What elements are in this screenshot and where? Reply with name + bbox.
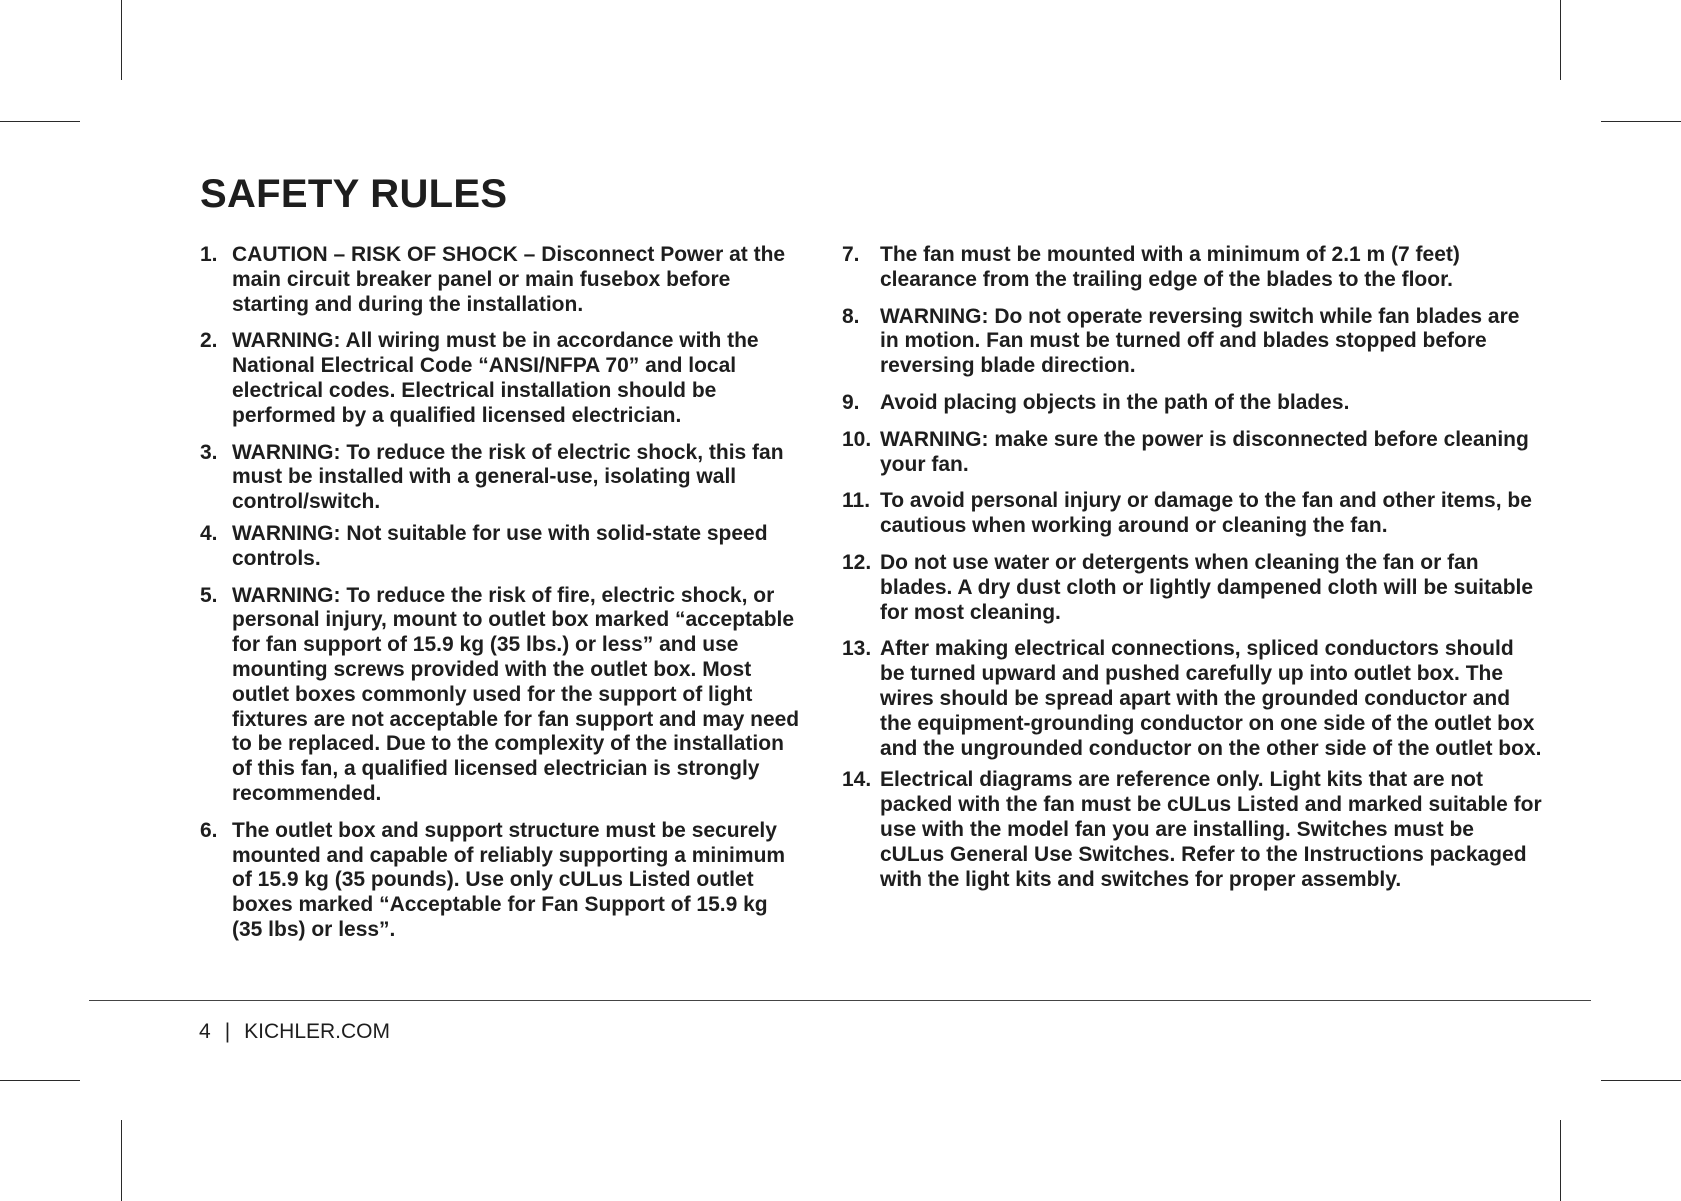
rule-number: 5.: [200, 583, 218, 607]
crop-mark: [1601, 1080, 1681, 1081]
rule-item: [842, 243, 1542, 293]
footer-separator: |: [224, 1020, 231, 1043]
crop-mark: [0, 121, 80, 122]
rule-text: WARNING: Do not operate reversing switch while fan blades are in motion. Fan must be turned off and blades stopped before reversing blade direction.: [880, 304, 1520, 378]
rule-item: [200, 329, 800, 428]
rule-item: [842, 768, 1542, 892]
rule-number: 10.: [842, 427, 872, 451]
safety-rules-right-column: [842, 243, 1542, 892]
rule-number: 8.: [842, 304, 860, 328]
rule-number: 1.: [200, 243, 218, 266]
rule-number: 13.: [842, 637, 872, 661]
rule-number: 14.: [842, 768, 872, 792]
crop-mark: [121, 0, 122, 80]
rule-text: Electrical diagrams are reference only. Light kits that are not packed with the fan must be cULus Listed and marked suitable for use with the model fan you are installing. Switches must be cULus General Use Switches. Refer to the Instructions packaged with the light kits and switches for proper assembly.: [880, 768, 1542, 891]
rule-text: WARNING: To reduce the risk of fire, electric shock, or personal injury, mount to outlet box marked “acceptable for fan support of 15.9 kg (35 lbs.) or less” and use mounting screws provided with the outlet box. Most outlet boxes commonly used for the support of light fixtures are not acceptable for fan support and may need to be replaced. Due to the complexity of the installation of this fan, a qualified licensed electrician is strongly recommended.: [232, 583, 800, 805]
rule-item: [842, 489, 1542, 539]
rule-item: [200, 819, 800, 943]
rule-number: 9.: [842, 390, 860, 414]
rule-number: 7.: [842, 243, 860, 266]
rule-text: Do not use water or detergents when cleaning the fan or fan blades. A dry dust cloth or lightly dampened cloth will be suitable for most cleaning.: [880, 550, 1534, 624]
rule-text: WARNING: Not suitable for use with solid-state speed controls.: [232, 521, 768, 570]
rule-item: [200, 584, 800, 807]
rule-item: [842, 551, 1542, 625]
rule-number: 3.: [200, 440, 218, 464]
rule-number: 11.: [842, 489, 871, 513]
crop-mark: [1560, 0, 1561, 80]
rule-text: To avoid personal injury or damage to the fan and other items, be cautious when working around or cleaning the fan.: [880, 489, 1532, 538]
footer-site-link[interactable]: KICHLER.COM: [244, 1020, 391, 1043]
rule-item: [842, 637, 1542, 761]
rule-number: 4.: [200, 521, 218, 545]
rule-item: [842, 305, 1542, 379]
crop-mark: [0, 1080, 80, 1081]
rule-item: [200, 441, 800, 515]
rule-item: [200, 522, 800, 572]
rule-number: 12.: [842, 550, 872, 574]
page-footer: [199, 1019, 390, 1045]
page-title: SAFETY RULES: [200, 172, 508, 216]
rule-text: Avoid placing objects in the path of the blades.: [880, 390, 1350, 414]
rule-text: The outlet box and support structure must be securely mounted and capable of reliably supporting a minimum of 15.9 kg (35 pounds). Use only cULus Listed outlet boxes marked “Acceptable for Fan Support of 15.9 kg (35 lbs) or less”.: [232, 818, 786, 941]
rule-text: The fan must be mounted with a minimum of 2.1 m (7 feet) clearance from the trailing edge of the blades to the floor.: [880, 243, 1460, 291]
rule-number: 6.: [200, 818, 218, 842]
rule-text: WARNING: make sure the power is disconnected before cleaning your fan.: [880, 427, 1529, 476]
crop-mark: [1601, 121, 1681, 122]
rule-number: 2.: [200, 329, 218, 353]
rule-text: After making electrical connections, spliced conductors should be turned upward and pushed carefully up into outlet box. The wires should be spread apart with the grounded conductor and the equipment-grounding conductor on one side of the outlet box and the ungrounded conductor on the other side of the outlet box.: [880, 637, 1542, 760]
page-number: 4: [199, 1020, 211, 1043]
rule-item: [842, 428, 1542, 478]
rule-text: CAUTION – RISK OF SHOCK – Disconnect Power at the main circuit breaker panel or main fusebox before starting and during the installation.: [232, 243, 786, 316]
safety-rules-left-column: [200, 243, 800, 943]
crop-mark: [121, 1120, 122, 1201]
footer-divider: [89, 1000, 1591, 1001]
rule-item: [200, 243, 800, 317]
crop-mark: [1560, 1120, 1561, 1201]
rule-item: [842, 391, 1542, 416]
rule-text: WARNING: All wiring must be in accordance with the National Electrical Code “ANSI/NFPA 70” and local electrical codes. Electrical installation should be performed by a qualified licensed electrician.: [232, 329, 759, 427]
rule-text: WARNING: To reduce the risk of electric shock, this fan must be installed with a general-use, isolating wall control/switch.: [232, 440, 784, 514]
